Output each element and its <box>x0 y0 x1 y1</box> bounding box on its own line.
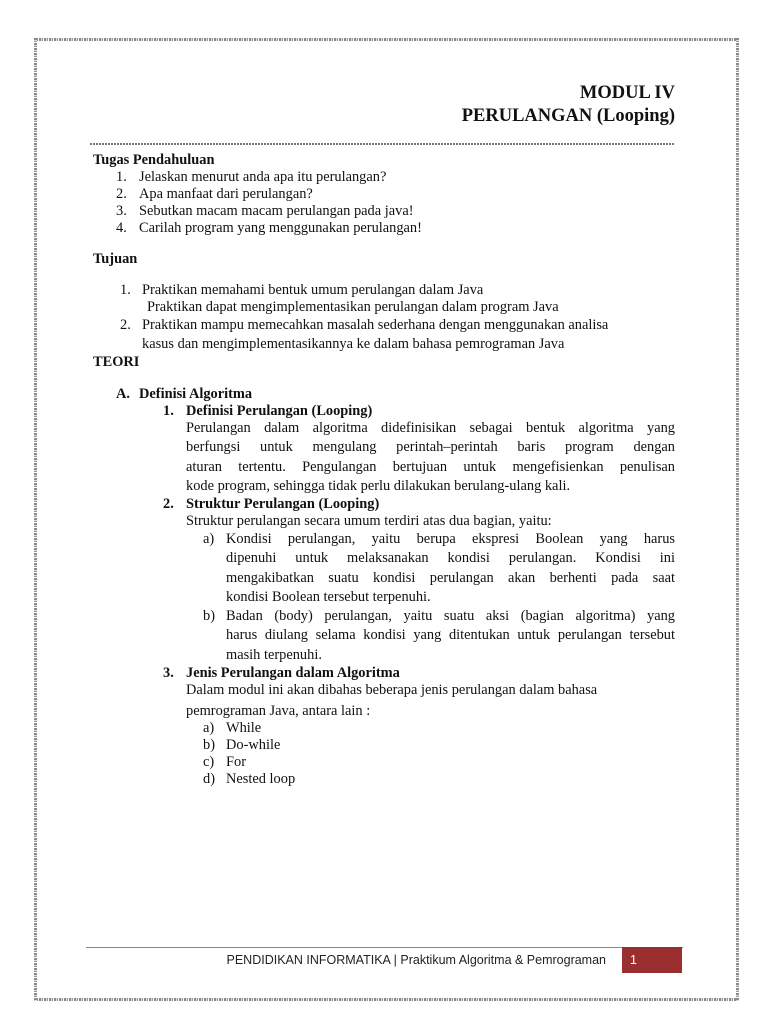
page-border-right <box>736 38 739 1001</box>
list-item: Sebutkan macam macam perulangan pada java! <box>139 203 414 219</box>
page-number-box <box>622 947 682 973</box>
paragraph-line: kondisi Boolean tersebut terpenuhi. <box>226 589 431 605</box>
paragraph-line: Badan (body) perulangan, yaitu suatu aksi (bagian algoritma) yang <box>226 608 675 624</box>
list-number: 1. <box>120 282 131 298</box>
paragraph-line: pemrograman Java, antara lain : <box>186 703 371 719</box>
paragraph-line: Struktur perulangan secara umum terdiri atas dua bagian, yaitu: <box>186 513 552 529</box>
paragraph-line: Perulangan dalam algoritma didefinisikan sebagai bentuk algoritma yang <box>186 420 675 436</box>
list-item-continuation: Praktikan dapat mengimplementasikan perulangan dalam program Java <box>147 299 559 315</box>
footer-text: PENDIDIKAN INFORMATIKA | Praktikum Algoritma & Pemrograman <box>226 953 606 967</box>
header-divider <box>90 143 675 145</box>
footer-divider <box>86 947 683 948</box>
list-item: For <box>226 754 246 770</box>
paragraph-line: berfungsi untuk mengulang perintah–perintah baris program dengan <box>186 439 675 455</box>
module-subtitle: PERULANGAN (Looping) <box>461 106 675 126</box>
sublist-label: c) <box>203 754 215 770</box>
section-title: Definisi Algoritma <box>139 386 253 402</box>
sublist-label: b) <box>203 737 215 753</box>
paragraph-line: harus diulang selama kondisi yang ditentukan untuk perulangan tersebut <box>226 627 675 643</box>
list-number: 3. <box>116 203 127 219</box>
paragraph-line: Dalam modul ini akan dibahas beberapa jenis perulangan dalam bahasa <box>186 682 598 698</box>
subsection-title: Struktur Perulangan (Looping) <box>186 496 380 512</box>
list-number: 2. <box>116 186 127 202</box>
list-item: Do-while <box>226 737 281 753</box>
list-number: 2. <box>120 317 131 333</box>
subsection-number: 2. <box>163 496 174 512</box>
subsection-title: Jenis Perulangan dalam Algoritma <box>186 665 400 681</box>
subsection-number: 3. <box>163 665 174 681</box>
tugas-heading: Tugas Pendahuluan <box>93 152 215 168</box>
list-item: Jelaskan menurut anda apa itu perulangan? <box>139 169 387 185</box>
paragraph-line: kode program, sehingga tidak perlu dilakukan berulang-ulang kali. <box>186 478 571 494</box>
sublist-label: b) <box>203 608 215 624</box>
list-item: Nested loop <box>226 771 296 787</box>
module-title: MODUL IV <box>579 83 675 103</box>
sublist-label: a) <box>203 720 215 736</box>
paragraph-line: Kondisi perulangan, yaitu berupa ekspresi Boolean yang harus <box>226 531 675 547</box>
list-item: Carilah program yang menggunakan perulangan! <box>139 220 422 236</box>
list-item: While <box>226 720 262 736</box>
teori-heading: TEORI <box>93 354 140 370</box>
page-number: 1 <box>630 953 637 967</box>
list-item-continuation: kasus dan mengimplementasikannya ke dalam bahasa pemrograman Java <box>142 336 565 352</box>
paragraph-line: masih terpenuhi. <box>226 647 322 663</box>
page-border-top <box>34 38 739 41</box>
list-item: Praktikan mampu memecahkan masalah sederhana dengan menggunakan analisa <box>142 317 609 333</box>
list-number: 4. <box>116 220 127 236</box>
paragraph-line: dipenuhi untuk melaksanakan kondisi perulangan. Kondisi ini <box>226 550 675 566</box>
list-item: Praktikan memahami bentuk umum perulangan dalam Java <box>142 282 484 298</box>
paragraph-line: aturan tertentu. Pengulangan bertujuan untuk mengefisienkan penulisan <box>186 459 675 475</box>
sublist-label: d) <box>203 771 215 787</box>
subsection-title: Definisi Perulangan (Looping) <box>186 403 373 419</box>
subsection-number: 1. <box>163 403 174 419</box>
sublist-label: a) <box>203 531 215 547</box>
page-border-left <box>34 38 37 1001</box>
section-letter: A. <box>116 386 130 402</box>
tujuan-heading: Tujuan <box>93 251 138 267</box>
list-item: Apa manfaat dari perulangan? <box>139 186 313 202</box>
page-border-bottom <box>34 998 739 1001</box>
list-number: 1. <box>116 169 127 185</box>
paragraph-line: mengakibatkan suatu kondisi perulangan akan berhenti pada saat <box>226 570 675 586</box>
